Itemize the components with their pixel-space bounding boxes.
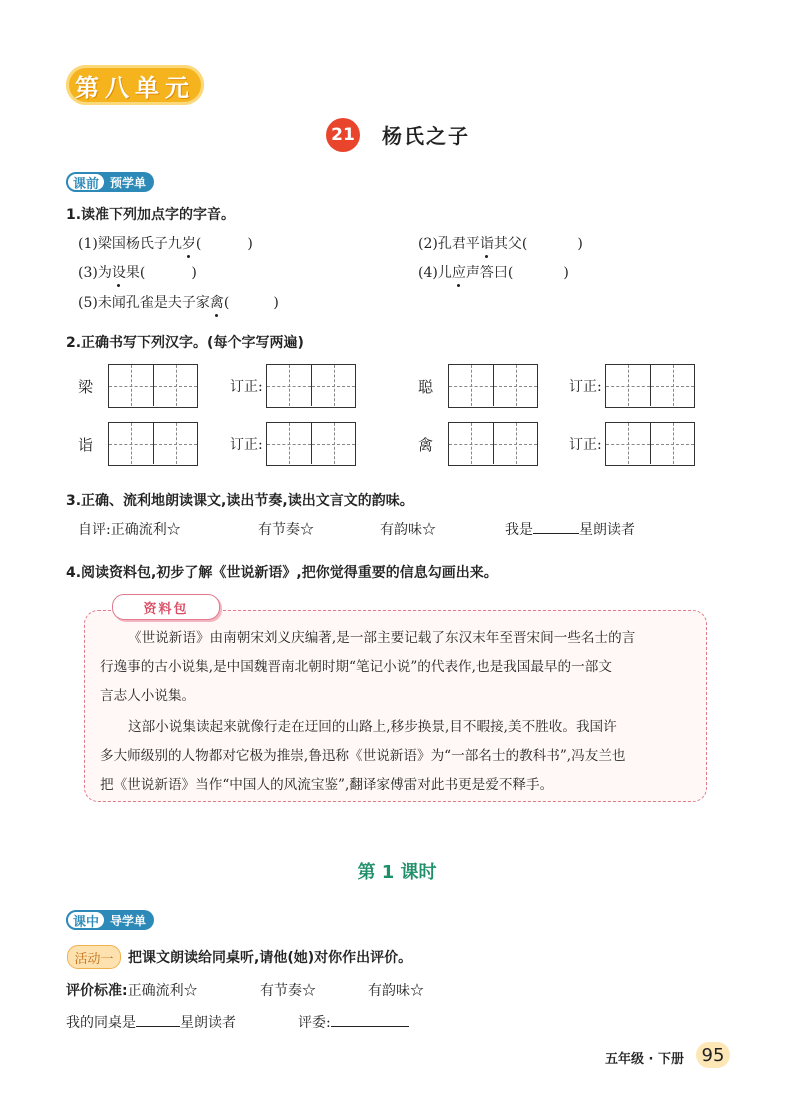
correction-label: 订正: [230, 379, 263, 395]
in-class-section-pill [66, 910, 154, 930]
pronunciation-item-1: (1)梁国杨氏子九岁( ) [78, 236, 253, 252]
writing-grid[interactable] [108, 364, 198, 408]
deskmate-star-blank[interactable] [136, 1012, 180, 1027]
writing-grid[interactable] [108, 422, 198, 466]
text-line: 多大师级别的人物都对它极为推崇,鲁迅称《世说新语》为“一部名士的教科书”,冯友兰也 [100, 748, 626, 764]
in-class-label: 导学单 [110, 913, 147, 928]
char-label: 梁 [78, 378, 94, 396]
question-2-title: 2.正确书写下列汉字。(每个字写两遍) [66, 335, 304, 351]
dotted-char: 设 [111, 265, 126, 281]
dotted-char: 禽 [209, 295, 224, 311]
correction-grid[interactable] [605, 364, 695, 408]
criteria-charm: 有韵味☆ [368, 983, 424, 999]
judge-line: 评委: [298, 1012, 409, 1032]
writing-grid[interactable] [448, 422, 538, 466]
pronunciation-item-4: (4)儿应声答曰( ) [418, 265, 569, 281]
criteria-rhythm: 有节奏☆ [260, 983, 316, 999]
question-3-title: 3.正确、流利地朗读课文,读出节奏,读出文言文的韵味。 [66, 493, 414, 509]
correction-grid[interactable] [266, 422, 356, 466]
star-blank[interactable] [533, 519, 579, 534]
correction-label: 订正: [569, 437, 602, 453]
info-paragraph-2 [100, 713, 694, 800]
star-reader-line: 我是 星朗读者 [505, 519, 635, 539]
pronunciation-item-2: (2)孔君平诣其父( ) [418, 236, 583, 252]
unit-title: 第八单元 [75, 73, 195, 102]
correction-grid[interactable] [605, 422, 695, 466]
self-eval-rhythm: 有节奏☆ [258, 522, 314, 538]
judge-blank[interactable] [331, 1012, 409, 1027]
char-label: 诣 [78, 436, 94, 454]
unit-badge [66, 65, 204, 105]
deskmate-line: 我的同桌是 星朗读者 [66, 1012, 236, 1032]
activity-tag: 活动一 [67, 945, 121, 969]
dotted-char: 岁 [181, 236, 196, 252]
self-eval-fluent: 自评:正确流利☆ [78, 522, 181, 538]
period-title: 第 1 课时 [357, 862, 437, 883]
text-line: 把《世说新语》当作“中国人的风流宝鉴”,翻译家傅雷对此书更是爱不释手。 [100, 777, 554, 793]
writing-grid[interactable] [448, 364, 538, 408]
criteria-label: 评价标准: [66, 983, 128, 999]
dotted-char: 应 [451, 265, 466, 281]
in-class-prefix: 课中 [66, 910, 106, 930]
text-line: 这部小说集读起来就像行走在迂回的山路上,移步换景,目不暇接,美不胜收。我国许 [128, 719, 617, 735]
lesson-number-badge: 21 [326, 118, 360, 152]
info-pack-tag: 资料包 [112, 594, 220, 620]
lesson-title: 杨氏之子 [382, 124, 470, 148]
question-4-title: 4.阅读资料包,初步了解《世说新语》,把你觉得重要的信息勾画出来。 [66, 565, 498, 581]
pre-class-section-pill [66, 172, 154, 192]
pronunciation-item-5: (5)未闻孔雀是夫子家禽( ) [78, 295, 279, 311]
char-label: 禽 [418, 436, 434, 454]
self-eval-charm: 有韵味☆ [380, 522, 436, 538]
pre-class-prefix: 课前 [66, 172, 106, 192]
dotted-char: 诣 [479, 236, 494, 252]
grade-label: 五年级 · 下册 [605, 1052, 684, 1067]
correction-label: 订正: [569, 379, 602, 395]
activity-text: 把课文朗读给同桌听,请他(她)对你作出评价。 [128, 950, 413, 966]
page-number: 95 [696, 1042, 730, 1068]
question-1-title: 1.读准下列加点字的字音。 [66, 207, 236, 223]
correction-grid[interactable] [266, 364, 356, 408]
char-label: 聪 [418, 378, 434, 396]
pronunciation-item-3: (3)为设果( ) [78, 265, 197, 281]
criteria-line: 评价标准:正确流利☆ [66, 983, 198, 999]
text-line: 言志人小说集。 [100, 688, 196, 704]
pre-class-label: 预学单 [110, 175, 147, 190]
info-paragraph-1 [100, 624, 694, 711]
correction-label: 订正: [230, 437, 263, 453]
text-line: 《世说新语》由南朝宋刘义庆编著,是一部主要记载了东汉末年至晋宋间一些名士的言 [128, 630, 636, 646]
text-line: 行逸事的古小说集,是中国魏晋南北朝时期“笔记小说”的代表作,也是我国最早的一部文 [100, 659, 612, 675]
